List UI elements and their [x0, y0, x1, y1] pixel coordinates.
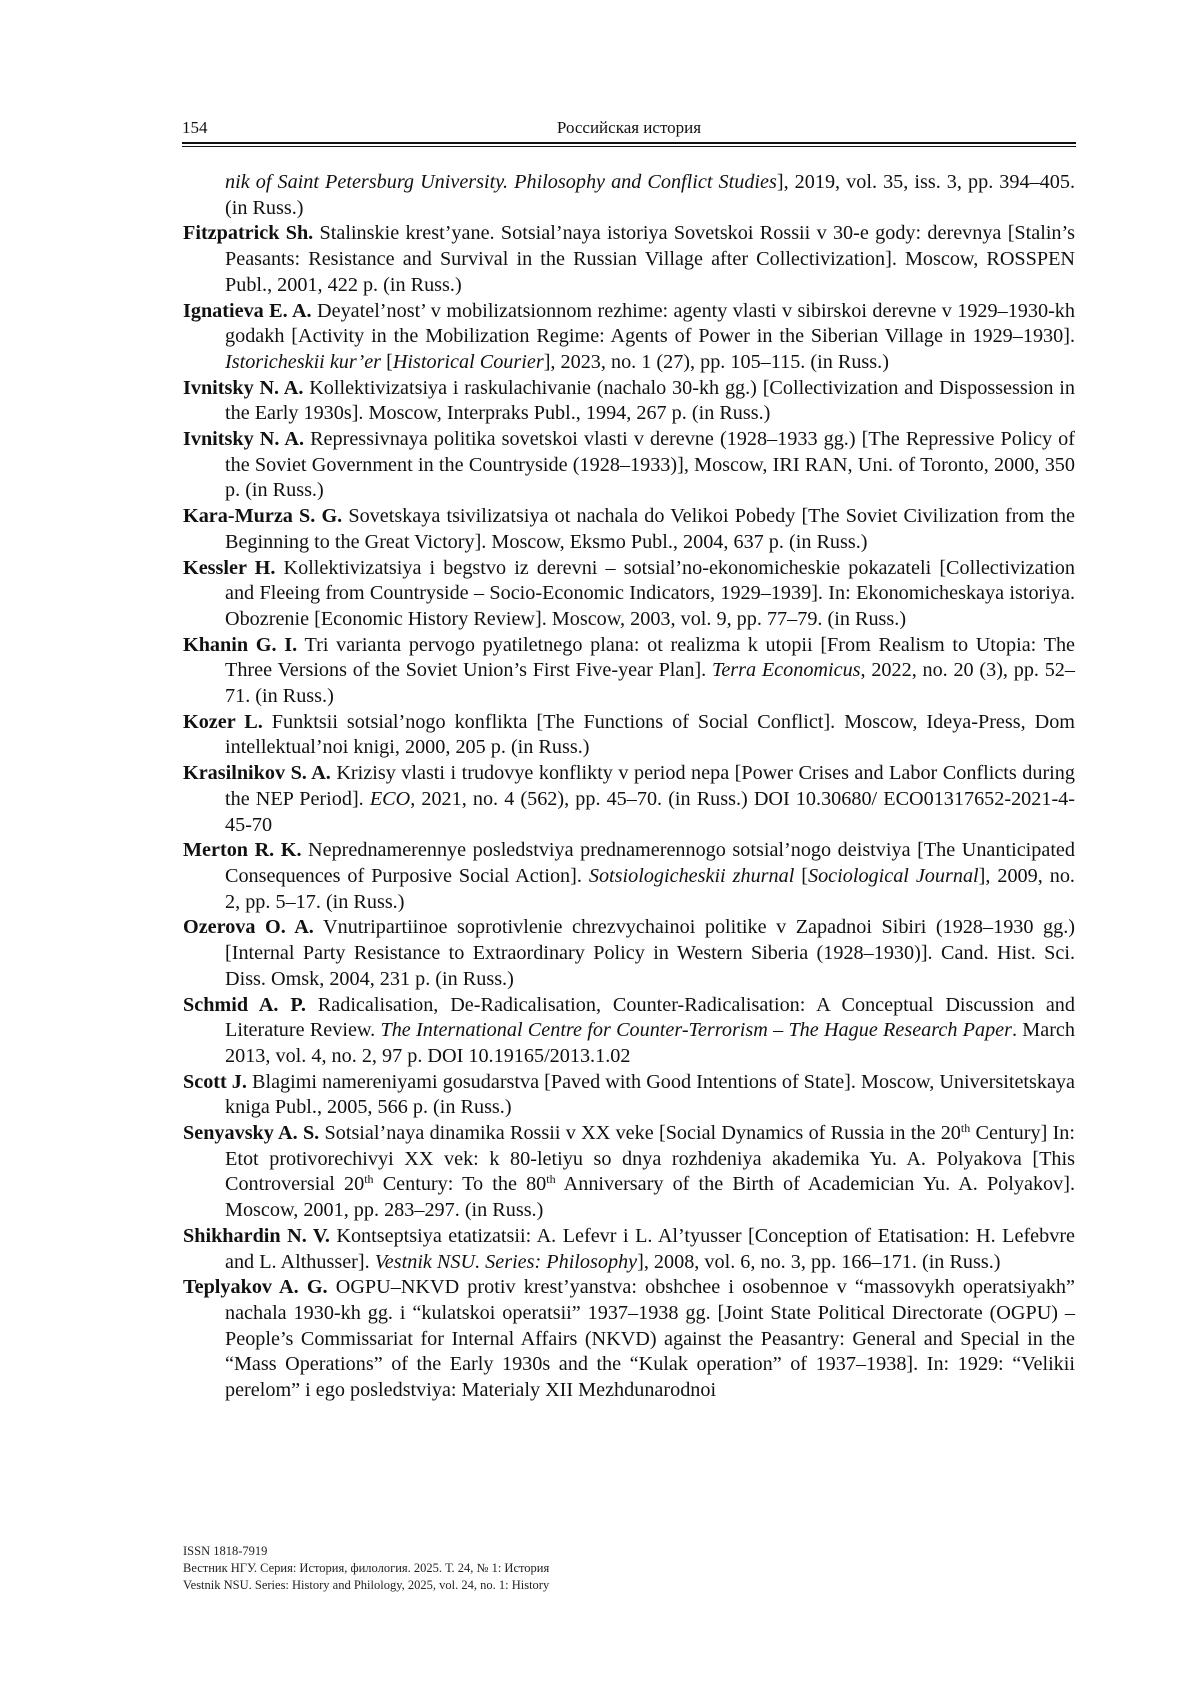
ref-text: ], 2008, vol. 6, no. 3, pp. 166–171. (in Russ.)	[637, 1251, 1000, 1273]
reference-entry	[183, 170, 1075, 221]
ref-text: Stalinskie krest’yane. Sotsial’naya istoriya Sovetskoi Rossii v 30-e gody: derevnya [Stalin’s Peasants: Resistance and Survival in the Russian Village after Collectivization]. Moscow, ROSSPEN Publ., 2001, 422 p. (in Russ.)	[225, 222, 1075, 295]
ref-author: Krasilnikov S. A.	[183, 762, 331, 784]
ref-author: Khanin G. I.	[183, 634, 297, 656]
header-rule-thick	[182, 142, 1076, 144]
reference-list	[183, 170, 1075, 1404]
ref-text: Blagimi namereniyami gosudarstva [Paved with Good Intentions of State]. Moscow, Universitetskaya kniga Publ., 2005, 566 p. (in Russ.)	[225, 1071, 1075, 1119]
ref-italic: Sotsiologicheskii zhurnal	[589, 865, 794, 887]
ref-author: Fitzpatrick Sh.	[183, 222, 313, 244]
reference-entry	[183, 633, 1075, 710]
reference-entry	[183, 221, 1075, 298]
ref-author: Teplyakov A. G.	[183, 1276, 328, 1298]
ref-text: Sovetskaya tsivilizatsiya ot nachala do Velikoi Pobedy [The Soviet Civilization from the Beginning to the Great Victory]. Moscow, Eksmo Publ., 2004, 637 p. (in Russ.)	[225, 505, 1075, 553]
running-header	[182, 114, 1076, 144]
ref-author: Ignatieva E. A.	[183, 300, 312, 322]
ref-text: Neprednamerennye posledstviya prednamerennogo sotsial’nogo deistviya [The Unanticipated Consequences of Purposive Social Action].	[225, 839, 1075, 887]
ref-superscript: th	[961, 1121, 970, 1135]
ref-author: Senyavsky A. S.	[183, 1122, 319, 1144]
ref-italic: ECO	[370, 788, 410, 810]
ref-text: [	[794, 865, 808, 887]
ref-author: Ivnitsky N. A.	[183, 428, 304, 450]
page	[0, 0, 1200, 1698]
reference-entry	[183, 710, 1075, 761]
reference-entry	[183, 376, 1075, 427]
ref-text: Kontseptsiya etatizatsii: A. Lefevr i L. Al’tyusser [Conception of Etatisation: H. Lefebvre and L. Althusser].	[225, 1225, 1075, 1273]
ref-text: Radicalisation, De-Radicalisation, Counter-Radicalisation: A Conceptual Discussion and Literature Review.	[225, 994, 1075, 1042]
ref-text: ], 2023, no. 1 (27), pp. 105–115. (in Russ.)	[544, 351, 889, 373]
reference-entry	[183, 915, 1075, 992]
ref-text: Tri varianta pervogo pyatiletnego plana: ot realizma k utopii [From Realism to Utopia: The Three Versions of the Soviet Union’s First Five-year Plan].	[225, 634, 1075, 682]
ref-superscript: th	[364, 1172, 373, 1186]
ref-italic: Istoricheskii kur’er	[225, 351, 381, 373]
ref-author: Kessler H.	[183, 557, 275, 579]
ref-text: Funktsii sotsial’nogo konflikta [The Functions of Social Conflict]. Moscow, Ideya-Press, Dom intellektual’noi knigi, 2000, 205 p. (in Russ.)	[225, 711, 1075, 759]
ref-italic: Vestnik NSU. Series: Philosophy	[375, 1251, 637, 1273]
ref-text: [	[381, 351, 393, 373]
reference-entry	[183, 504, 1075, 555]
reference-entry	[183, 1224, 1075, 1275]
ref-italic: The International Centre for Counter-Terrorism – The Hague Research Paper	[380, 1019, 1012, 1041]
ref-author: Shikhardin N. V.	[183, 1225, 330, 1247]
issn: ISSN 1818-7919	[183, 1543, 783, 1560]
ref-text: ], 2009, no. 2, pp. 5–17. (in Russ.)	[225, 865, 1075, 913]
ref-text: Sotsial’naya dinamika Rossii v XX veke [Social Dynamics of Russia in the 20	[319, 1122, 961, 1144]
reference-entry	[183, 556, 1075, 633]
reference-entry	[183, 838, 1075, 915]
ref-italic: Historical Courier	[393, 351, 544, 373]
ref-italic: Sociological Journal	[808, 865, 979, 887]
journal-citation-en: Vestnik NSU. Series: History and Philology, 2025, vol. 24, no. 1: History	[183, 1577, 783, 1594]
ref-italic: nik of Saint Petersburg University. Philosophy and Conflict Studies	[225, 171, 777, 193]
page-number: 154	[182, 118, 208, 138]
ref-text: Vnutripartiinoe soprotivlenie chrezvychainoi politike v Zapadnoi Sibiri (1928–1930 gg.) [Internal Party Resistance to Extraordinary Policy in Western Siberia (1928–1930)]. Cand. Hist. Sci. Diss. Omsk, 2004, 231 p. (in Russ.)	[225, 916, 1075, 989]
ref-text: Century: To the 80	[374, 1173, 547, 1195]
journal-citation-ru: Вестник НГУ. Серия: История, филология. 2025. Т. 24, № 1: История	[183, 1560, 783, 1577]
ref-text: Deyatel’nost’ v mobilizatsionnom rezhime: agenty vlasti v sibirskoi derevne v 1929–1930-kh godakh [Activity in the Mobilization Regime: Agents of Power in the Siberian Village in 1929–1930].	[225, 300, 1075, 348]
reference-entry	[183, 1121, 1075, 1224]
ref-text: , 2021, no. 4 (562), pp. 45–70. (in Russ.) DOI 10.30680/ ECO01317652-2021-4-45-70	[225, 788, 1075, 836]
page-footer	[183, 1543, 783, 1594]
ref-text: , 2022, no. 20 (3), pp. 52–71. (in Russ.)	[225, 659, 1075, 707]
header-rule-thin	[182, 146, 1076, 147]
ref-text: Krizisy vlasti i trudovye konflikty v period nepa [Power Crises and Labor Conflicts during the NEP Period].	[225, 762, 1075, 810]
reference-entry	[183, 427, 1075, 504]
ref-author: Kara-Murza S. G.	[183, 505, 342, 527]
ref-superscript: th	[546, 1172, 555, 1186]
ref-text: OGPU–NKVD protiv krest’yanstva: obshchee i osobennoe v “massovykh operatsiyakh” nachala 1930-kh gg. i “kulatskoi operatsii” 1937–1938 gg. [Joint State Political Directorate (OGPU) – People’s Commissariat for Internal Affairs (NKVD) against the Peasantry: General and Special in the “Mass Operations” of the Early 1930s and the “Kulak operation” of 1937–1938]. In: 1929: “Velikii perelom” i ego posledstviya: Materialy XII Mezhdunarodnoi	[225, 1276, 1075, 1401]
reference-entry	[183, 993, 1075, 1070]
ref-text: Kollektivizatsiya i begstvo iz derevni – sotsial’no-ekonomicheskie pokazateli [Collectivization and Fleeing from Countryside – Socio-Economic Indicators, 1929–1939]. In: Ekonomicheskaya istoriya. Obozrenie [Economic History Review]. Moscow, 2003, vol. 9, pp. 77–79. (in Russ.)	[225, 557, 1075, 630]
reference-entry	[183, 761, 1075, 838]
ref-text: . March 2013, vol. 4, no. 2, 97 p. DOI 10.19165/2013.1.02	[225, 1019, 1075, 1067]
reference-entry	[183, 1070, 1075, 1121]
reference-entry	[183, 299, 1075, 376]
ref-author: Merton R. K.	[183, 839, 302, 861]
ref-author: Schmid A. P.	[183, 994, 306, 1016]
ref-text: Anniversary of the Birth of Academician Yu. A. Polyakov]. Moscow, 2001, pp. 283–297. (in Russ.)	[225, 1173, 1075, 1221]
ref-author: Scott J.	[183, 1071, 247, 1093]
ref-author: Ozerova O. A.	[183, 916, 314, 938]
running-title: Российская история	[182, 118, 1076, 138]
ref-text: Century] In: Etot protivorechivyi XX vek: k 80-letiyu so dnya rozhdeniya akademika Yu. A. Polyakova [This Controversial 20	[225, 1122, 1075, 1195]
reference-entry	[183, 1275, 1075, 1404]
ref-author: Kozer L.	[183, 711, 263, 733]
ref-text: Kollektivizatsiya i raskulachivanie (nachalo 30-kh gg.) [Collectivization and Dispossession in the Early 1930s]. Moscow, Interpraks Publ., 1994, 267 p. (in Russ.)	[225, 377, 1075, 425]
ref-author: Ivnitsky N. A.	[183, 377, 303, 399]
ref-text: Repressivnaya politika sovetskoi vlasti v derevne (1928–1933 gg.) [The Repressive Policy of the Soviet Government in the Countryside (1928–1933)], Moscow, IRI RAN, Uni. of Toronto, 2000, 350 p. (in Russ.)	[225, 428, 1075, 501]
ref-italic: Terra Economicus	[712, 659, 861, 681]
ref-text: ], 2019, vol. 35, iss. 3, pp. 394–405. (in Russ.)	[225, 171, 1075, 219]
